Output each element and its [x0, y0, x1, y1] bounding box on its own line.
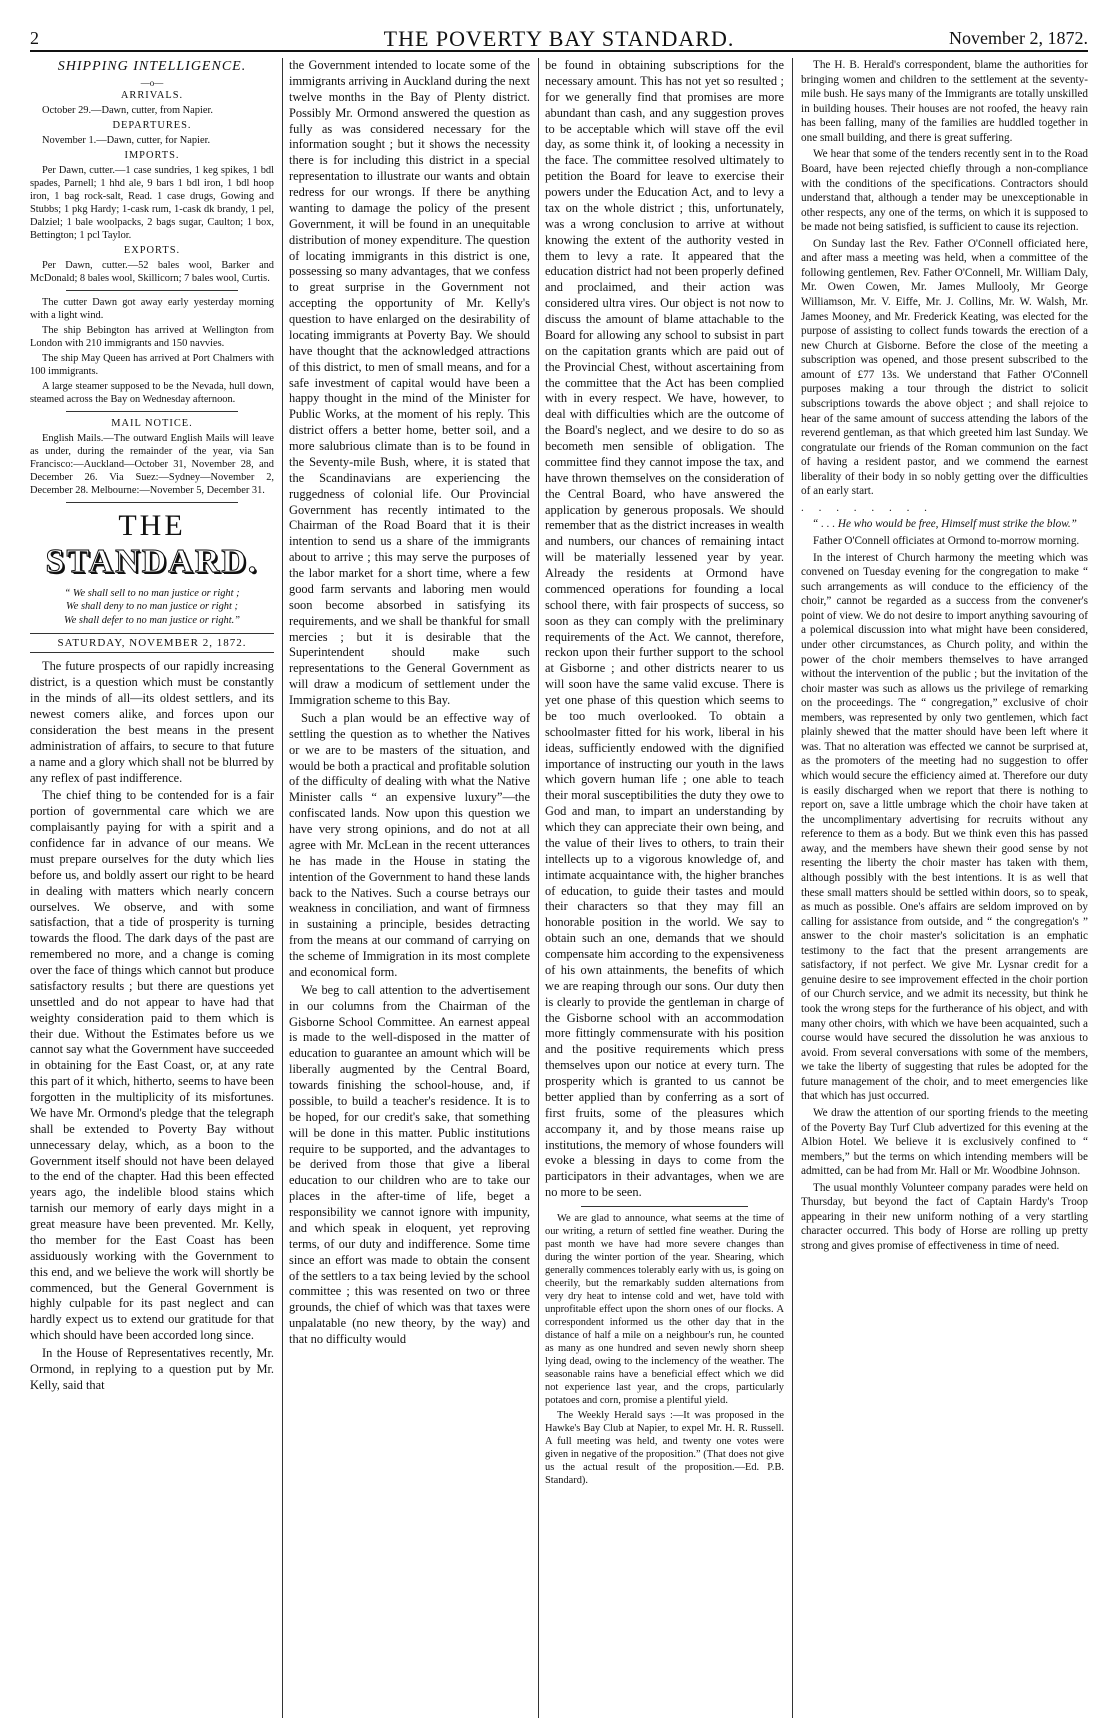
quotation: “ . . . He who would be free, Himself must strike the blow.”: [812, 518, 1077, 531]
column-3: [538, 58, 784, 1718]
editorial-paragraph: In the House of Representatives recently, Mr. Ormond, in replying to a question put by Mr. Kelly, said that: [30, 1346, 274, 1392]
news-paragraph: The H. B. Herald's correspondent, blame the authorities for bringing women and children to the settlement at the seventy-mile bush. He says many of the Immigrants are totally unskilled in building houses. Their houses are not roofed, the heavy rain has been falling, many of the families are huddled together in one small building, and there is great suffering.: [801, 59, 1088, 144]
editorial-paragraph: be found in obtaining subscriptions for the necessary amount. This has not yet so resulted ; for we generally find that promises are more abundant than cash, and any suggestion proves to be acceptable which will stave off the evil day, as some think it, of looking a necessity in the face. The committee resolved ultimately to petition the Board for leave to exercise their powers under the Education Act, and to levy a tax on the whole district ; this, unfortunately, was a wrong conclusion to arrive at without knowing the extent of the authority vested in them to levy a rate. It appeared that the education district had not been properly defined and proclaimed, and their action was considered ultra vires. Our object is not now to discuss the amount of blame attachable to the Board for allowing any school to subsist in part on the capitation grants which are paid out of the Provincial Chest, without ascertaining from the committee that the Act has been complied with in every respect. We have, however, to deal with difficulties which are the outcome of the Board's neglect, and we desire to do so as becometh men sensible of obligation. The committee find they cannot impose the tax, and have thrown themselves on the consideration of the Central Board, who have answered the application by generous proposals. We should remember that as the district increases in wealth and numbers, our chances of remaining intact will be materially lessened year by year. Already the residents at Ormond have commenced operations for founding a local school there, with fair prospects of success, so soon as they can comply with the preliminary requirements of the Act. We cannot, therefore, reckon upon their further support to the school at Gisborne ; and other districts nearer to us will soon have the same valid excuse. There is yet one phase of this question which seems to be too much overlooked. To obtain a schoolmaster fitted for his work, liberal in his ideas, sufficiently endowed with the dignified importance of instructing our youth in the laws which govern human life ; one able to teach their moral susceptibilities the duty they owe to God and man, to impart an understanding by which they can appreciate their own being, and the value of their lives to others, to train their intellects up to a vigorous knowledge of, and intimate acquaintance with, the higher branches of education, to guide their tastes and mould their characters so that they may fill an honorable position in the world. We say to obtain such an one, demands that we should compensate him according to the expensiveness of his own attainments, the benefits of which we are reaping through our sons. Our duty then is clearly to provide the gentleman in charge of the Gisborne school with an accommodation more fittingly commensurate with his position and the positive requirements which press themselves upon our notice at every turn. The prosperity which is granted to us cannot be better applied than by conferring as a sort of first fruits, some of the pleasures which accompany it, and by those means raise up institutions, the memory of whose founders will evoke a blessing in days to come from the participators in their advantages, when we are no more to be seen.: [545, 58, 784, 1200]
newspaper-title: THE POVERTY BAY STANDARD.: [383, 26, 735, 51]
divider: [581, 1206, 748, 1207]
weather-paragraph: We are glad to announce, what seems at the time of our writing, a return of settled fine weather. During the past month we have had more severe changes than during the winter portion of the year. Shearing, which generally commences tolerably early with us, is going on cheerily, but the remarkably sudden alternations from very dry heat to intense cold and wet, have told with unprofitable effect upon the shorn ones of our flocks. A correspondent informed us the other day that in the distance of half a mile on a neighbour's run, he counted as many as one hundred and seven newly shorn sheep lying dead, owing to the inclemency of the weather. The seasonable rains have a beneficial effect which we did not experience last year, and the crops, particularly potatoes and corn, promise a plentiful yield.: [545, 1213, 784, 1406]
shipping-heading: SHIPPING INTELLIGENCE.: [57, 59, 247, 74]
editorial-date: SATURDAY, NOVEMBER 2, 1872.: [30, 633, 274, 653]
divider: [66, 502, 238, 503]
departure-entry: November 1.—Dawn, cutter, for Napier.: [42, 135, 211, 147]
divider: [66, 290, 238, 291]
nameplate-the: THE: [118, 509, 186, 543]
news-paragraph: Father O'Connell officiates at Ormond to-morrow morning.: [813, 535, 1080, 547]
news-paragraph: On Sunday last the Rev. Father O'Connell officiated here, and after mass a meeting was held, when a committee of the following gentlemen, Rev. Father O'Connell, Mr. William Daly, Mr. Owen Cowen, Mr. James Mullooly, Mr George Williamson, Mr. V. Eiffe, Mr. J. Collins, Mr. W. Walsh, Mr. James Mooney, and Mr. Frederick Keating, was elected for the purpose of assisting to collect funds towards the erection of a new Church at Gisborne. Before the close of the meeting a subscription was opened, and those present subscribed to the amount of £77 13s. We understand that Father O'Connell purposes making a tour through the district to solicit subscriptions towards the above object ; and shall rejoice to hear of the same amount of success attending the labors of the reverend gentleman, as that which greeted him last Sunday. We congratulate our friends of the Roman communion on the fact of having a resident pastor, and we commend the earnest liberality of their body in so nobly getting over the difficulties of an early start.: [801, 237, 1088, 498]
dotted-separator: . . . . . . . .: [801, 501, 933, 514]
issue-date: November 2, 1872.: [949, 28, 1088, 48]
divider: [66, 411, 238, 412]
news-paragraph: In the interest of Church harmony the meeting which was convened on Tuesday evening for the congregation to make “ such arrangements as will conduce to the efficiency of the choir,” cannot be regarded as a success from the convener's point of view. We do not desire to import anything savouring of a polemical discussion into what might have been considered, under other circumstances, as Church polity, and within the power of the choir members themselves to have arranged without the intervention of the public ; but the invitation of the choir master was such as allows us the privilege of remarking on the proceedings. The “ congregation,” exclusive of choir members, was represented by only two gentlemen, which fact plainly shewed that the matter should have been left where it was. That no alteration was effected we cannot be surprised at, as the promoters of the meeting had no suggestion to offer which would secure the efficiency aimed at. Therefore our duty is easily discharged when we report that there is nothing to report on, save a little umbrage which the choir have taken at the uncomplimentary advertising for recruits without any reference to them as a body. But we think even this has passed away, and the members have shewn their good sense by not resenting the liberty the choir master has taken with them, although possibly with the best intentions. It is as well that these small matters should be settled within doors, so to speak, as much as possible. One's affairs are seldom improved on by calling for assistance from outside, and “ the congregation's ” answer to the choir master's solicitation is an emphatic testimony to the fact that the present arrangements are satisfactory, if not perfect. We give Mr. Lysnar credit for a genuine desire to see improvement effected in the choir portion of our Church service, and we admit its necessity, but think he took the wrong steps for the furtherance of his object, and with many other choirs, with which we have been acquainted, such a course would have secured the dissolution he was anxious to avoid. From several conversations with some of the members, we take the liberty of suggesting that rules be adopted for the future management of the choir, and to meet emergencies like that which has just occurred.: [801, 551, 1088, 1103]
imports-text: Per Dawn, cutter.—1 case sundries, 1 keg spikes, 1 bdl spades, Parnell; 1 hhd ale, 9 bars 1 bdl iron, 1 bdl hoop iron, 1 bag rock-salt, Read. 1 case drugs, Gowing and Stubbs; 1 pkg Hardy; 1-cask rum, 1-cask dk brandy, 1 pel, Dalziel; 1 bale woolpacks, 2 bags sugar, Caulton; 1 box, Bettington; 1 pcl Taylor.: [30, 165, 274, 242]
column-4: [792, 58, 1088, 1718]
news-paragraph: We draw the attention of our sporting friends to the meeting of the Poverty Bay Turf Club advertized for this evening at the Albion Hotel. We believe it is exclusively confined to “ members,” but the terms on which intending members will be admitted, can be had from Mr. Hall or Mr. Woodbine Johnson.: [801, 1106, 1088, 1178]
page-number: 2: [30, 28, 39, 48]
news-paragraph: We hear that some of the tenders recently sent in to the Road Board, have been rejected chiefly through a non-compliance with the conditions of the specifications. Contractors should understand that, although a tender may be unexceptionable in other respects, any one of the terms, on which it is supposed to be made not being satisfied, is sufficient to cause its rejection.: [801, 148, 1088, 234]
motto-line: We shall defer to no man justice or right.”: [64, 614, 240, 626]
mail-text: English Mails.—The outward English Mails will leave as under, during the remainder of the year, via San Francisco:—Auckland—October 31, November 28, and December 26. Via Suez:—Sydney—November 2, December 28. Melbourne:—November 5, December 31.: [30, 433, 274, 497]
arrivals-heading: ARRIVALS.: [120, 90, 184, 102]
shipping-block: [30, 89, 274, 497]
arrival-entry: October 29.—Dawn, cutter, from Napier.: [42, 105, 213, 117]
editorial-paragraph: Such a plan would be an effective way of settling the question as to whether the Natives or we are to be masters of the situation, and would be both a practical and profitable solution of the difficulty of dealing with what the Native Minister calls “ an expensive luxury”—the confiscated lands. Now upon this question we have very strong opinions, and do not at all agree with Mr. McLean in the recent utterances he has made in the House in stating the intention of the Government to hand these lands back to the Natives. Such a course betrays our weakness in conciliation, and want of firmness in sustaining a principle, besides detracting from the means at our command of carrying on the scheme of Immigration in its most complete and economical form.: [289, 710, 530, 979]
news-paragraph: The usual monthly Volunteer company parades were held on Thursday, but beyond the fact of Captain Hardy's Troop appearing in their new uniform nothing of a very startling character occurred. This body of Horse are rolling up pretty strong and gives promise of effectiveness in time of need.: [801, 1181, 1088, 1252]
mail-heading: MAIL NOTICE.: [111, 418, 193, 430]
departures-heading: DEPARTURES.: [112, 120, 192, 132]
exports-heading: EXPORTS.: [123, 245, 181, 257]
editorial-paragraph: The future prospects of our rapidly increasing district, is a question which must be constantly in the minds of all—its oldest settlers, and its newest comers alike, and forces upon our consideration the best means in the present administration of affairs, to secure to that future a name and a glory which shall not be blurred by any reflex of past indifference.: [30, 659, 274, 785]
ornament: —o—: [140, 77, 164, 88]
shipping-note: The cutter Dawn got away early yesterday morning with a light wind.: [30, 297, 274, 322]
herald-note: The Weekly Herald says :—It was proposed in the Hawke's Bay Club at Napier, to expel Mr. H. R. Russell. A full meeting was held, and twenty one votes were given in negative of the proposition.” (That does not give us the actual result of the proposition.—Ed. P.B. Standard).: [545, 1410, 784, 1486]
shipping-note: A large steamer supposed to be the Nevada, hull down, steamed across the Bay on Wednesday afternoon.: [30, 381, 274, 406]
motto-line: “ We shall sell to no man justice or right ;: [64, 587, 240, 599]
editorial-paragraph: We beg to call attention to the advertisement in our columns from the Chairman of the Gisborne School Committee. An earnest appeal is made to the well-disposed in the matter of education to guarantee an amount which will be liberally augmented by the Central Board, towards finishing the school-house, and, if possible, to build a teacher's residence. It is to be hoped, for our credit's sake, that something will be done in this matter. Public institutions require to be supported, and the advantages to be derived from those that give a liberal education to our children who are to take our places in the after-time of life, beget a responsibility we cannot ignore with impunity, and which speak in eloquent, yet reproving terms, of our duty and indifference. Some time since an effort was made to obtain the consent of the settlers to a tax being levied by the school committee ; this was resented on two or three grounds, the chief of which was that taxes were unpalatable (no new theory, by the way) and that no difficulty would: [289, 982, 530, 1346]
shipping-note: The ship Bebington has arrived at Wellington from London with 210 immigrants and 150 navvies.: [30, 325, 274, 350]
column-2: [282, 58, 530, 1718]
editorial-paragraph: the Government intended to locate some of the immigrants arriving in Auckland during the next twelve months in the Bay of Plenty district. Possibly Mr. Ormond answered the question as fully as was considered necessary for the information sought ; but it shows the necessity there is for including this district in a special representation to illustrate our wants and obtain redress for our wrongs. If there be anything wanting to damage the policy of the present Government, it will be found in an unequitable distribution of money expenditure. The question of locating immigrants in this district is one, possessing so many advantages, that we confess to great surprise in the Government not accepting the opportunity of Mr. Kelly's question to have enlarged on the desirability of locating immigrants at Poverty Bay. We should have thought that the acknowledged attractions of this district, to men of small means, and for a safe investment of capital would have been a happy thought in the mind of the Minister for Public Works, at the moment of his reply. This district offers a better home, better soil, and a more salubrious climate than is to be found in the Seventy-mile Bush, where, it is stated that the Scandinavians are experiencing the ruggedness of colonial life. Our Provincial Government has recently intimated to the Chairman of the Road Board that it is their intention to send us a share of the immigrants about to arrive ; this may serve the purposes of the labor market for a short time, where a few good farm servants and laboring men would soon become absorbed in satisfying its requirements, and we shall be thankful for small mercies ; but it is desirable that the Superintendent should make such representations to the General Government as will draw a modicum of settlement under the Immigration scheme to this Bay.: [289, 58, 530, 707]
column-1: [30, 58, 274, 1718]
shipping-note: The ship May Queen has arrived at Port Chalmers with 100 immigrants.: [30, 353, 274, 378]
motto-line: We shall deny to no man justice or right ;: [66, 601, 238, 613]
editorial-paragraph: The chief thing to be contended for is a fair portion of governmental care which we are complaisantly paying for with a spirit and a confidence far in advance of our means. We must prepare ourselves for the duty which lies before us, and boldly assert our right to be heard in dealing with matters which nearly concern ourselves. We observe, and with some satisfaction, that a tide of prosperity is turning towards the flood. The dark days of the past are remembered no more, and a change is coming over the face of things which cannot but produce satisfactory results ; but there are questions yet unsettled and do not appear to have had that weighty consideration paid to them which is their due. Without the Estimates before us we cannot say what the Government have succeeded in obtaining for the East Coast, or, at any rate this part of it which, hitherto, seems to have been forgotten in the multiplicity of its misfortunes. We have Mr. Ormond's pledge that the telegraph shall be extended to Poverty Bay without unnecessary delay, which, as a boon to the Government itself should not have been delayed to the end of the chapter. Had this been effected years ago, the indelible blood stains which tarnish our memory of early days might in a great measure have been prevented. Mr. Kelly, tho member for the East Coast has been assiduously working with the Government to this end, and we believe the work will shortly be commenced, but the General Government is highly culpable for its past neglect and can hardly expect us to extend our gratitude for that which should have been accorded long since.: [30, 788, 274, 1343]
exports-text: Per Dawn, cutter.—52 bales wool, Barker and McDonald; 8 bales wool, Skillicorn; 7 bales wool, Curtis.: [30, 260, 274, 285]
imports-heading: IMPORTS.: [124, 150, 180, 162]
masthead: [30, 20, 1088, 52]
nameplate-standard: STANDARD.: [45, 543, 259, 581]
